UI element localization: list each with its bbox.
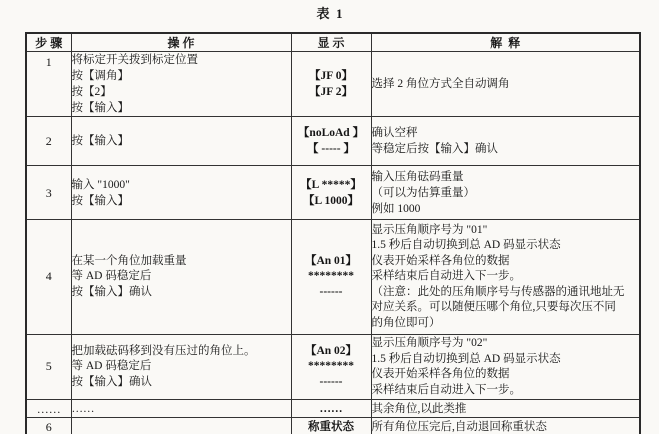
explanation-line: 的角位即可） xyxy=(371,316,441,329)
operation-cell xyxy=(71,220,291,335)
display-line: 【JF 2】 xyxy=(309,86,353,98)
display-cell xyxy=(291,335,371,400)
explanation-line: 等稳定后按【输入】确认 xyxy=(371,143,498,155)
explanation-line: 其余角位,以此类推 xyxy=(371,402,467,415)
explanation-cell xyxy=(371,52,640,117)
operation-line: 按【输入】确认 xyxy=(71,375,152,388)
explanation-cell xyxy=(371,335,640,400)
table-row-step-2 xyxy=(26,117,640,166)
display-line: 【An 01】 xyxy=(304,254,358,267)
col-header-operation: 操 作 xyxy=(71,33,291,52)
explanation-line: 1.5 秒后自动切换到总 AD 码显示状态 xyxy=(371,239,561,252)
display-cell xyxy=(291,166,371,220)
operation-line: 按【输入】 xyxy=(71,102,129,114)
explanation-cell xyxy=(371,400,640,418)
operation-line: 输入 "1000" xyxy=(71,178,130,191)
operation-line: 按【输入】 xyxy=(71,194,129,207)
table-title: 表 1 xyxy=(316,6,343,21)
operation-cell xyxy=(71,400,291,418)
step-number: 3 xyxy=(45,185,52,200)
operation-line: 按【2】 xyxy=(71,86,112,98)
explanation-line: 对应关系。可以随便压哪个角位,只要每次压不同 xyxy=(371,301,616,314)
explanation-line: 仪表开始采样各角位的数据 xyxy=(371,254,510,267)
explanation-line: 1.5 秒后自动切换到总 AD 码显示状态 xyxy=(371,352,561,365)
operation-line: 按【输入】 xyxy=(71,135,129,147)
explanation-cell xyxy=(371,220,640,335)
col-header-display: 显 示 xyxy=(291,33,371,52)
table-row-step-3 xyxy=(26,166,640,220)
display-line: …… xyxy=(319,402,343,415)
explanation-line: 所有角位压完后,自动退回称重状态 xyxy=(371,420,547,433)
explanation-line: 输入压角砝码重量 xyxy=(371,170,464,183)
explanation-line: 例如 1000 xyxy=(371,202,421,215)
explanation-line: （可以为估算重量） xyxy=(371,186,475,199)
col-header-explanation: 解 释 xyxy=(371,33,640,52)
step-cell xyxy=(26,52,71,117)
operation-line: 在某一个角位加载重量 xyxy=(71,254,187,267)
table-row-step-5 xyxy=(26,335,640,400)
table-row-step-1 xyxy=(26,52,640,117)
display-cell xyxy=(291,418,371,434)
display-line: 【JF 0】 xyxy=(309,70,353,82)
step-number: 2 xyxy=(45,134,52,148)
table-row-ellipsis xyxy=(26,400,640,418)
explanation-cell xyxy=(371,418,640,434)
explanation-line: 采样结束后自动进入下一步。 xyxy=(371,270,521,283)
display-line: 称重状态 xyxy=(308,420,354,433)
calibration-steps-table xyxy=(25,32,641,434)
header-row xyxy=(26,33,640,52)
display-line: 【 ----- 】 xyxy=(307,143,355,155)
step-cell xyxy=(26,400,71,418)
step-number: 5 xyxy=(45,359,52,374)
operation-line: 把加载砝码移到没有压过的角位上。 xyxy=(71,344,256,357)
operation-cell xyxy=(71,117,291,166)
operation-line: 按【调角】 xyxy=(71,70,129,82)
operation-line: 等 AD 码稳定后 xyxy=(71,360,152,373)
operation-cell xyxy=(71,418,291,434)
table-row-step-6 xyxy=(26,418,640,434)
display-cell xyxy=(291,400,371,418)
display-cell xyxy=(291,220,371,335)
explanation-line: 仪表开始采样各角位的数据 xyxy=(371,368,510,380)
step-number: 1 xyxy=(45,55,52,69)
display-cell xyxy=(291,52,371,117)
step-number: 4 xyxy=(45,269,52,284)
explanation-line: 显示压角顺序号为 "02" xyxy=(371,337,488,349)
explanation-line: 确认空秤 xyxy=(371,127,418,139)
operation-line: …… xyxy=(71,402,95,415)
operation-line: 等 AD 码稳定后 xyxy=(71,270,152,283)
display-line: ******** xyxy=(308,360,354,373)
step-cell xyxy=(26,418,71,434)
operation-line: 将标定开关拨到标定位置 xyxy=(71,54,198,66)
operation-cell xyxy=(71,335,291,400)
step-cell xyxy=(26,220,71,335)
display-line: ------ xyxy=(319,375,343,388)
explanation-line: （注意：此处的压角顺序号与传感器的通讯地址无 xyxy=(371,285,625,298)
table-row-step-4 xyxy=(26,220,640,335)
step-cell xyxy=(26,166,71,220)
display-line: 【L *****】 xyxy=(300,178,362,191)
step-cell xyxy=(26,335,71,400)
operation-cell xyxy=(71,166,291,220)
col-header-step: 步 骤 xyxy=(26,33,71,52)
display-line: ------ xyxy=(319,285,343,298)
explanation-cell xyxy=(371,117,640,166)
display-line: 【L 1000】 xyxy=(303,194,359,207)
display-line: 【An 02】 xyxy=(304,344,358,357)
explanation-cell xyxy=(371,166,640,220)
step-cell xyxy=(26,117,71,166)
explanation-line: 采样结束后自动进入下一步。 xyxy=(371,383,521,396)
step-number: …… xyxy=(36,401,61,416)
step-number: 6 xyxy=(45,419,52,434)
explanation-line: 显示压角顺序号为 "01" xyxy=(371,223,488,236)
display-cell xyxy=(291,117,371,166)
display-line: 【noLoAd 】 xyxy=(297,127,365,139)
explanation-line: 选择 2 角位方式全自动调角 xyxy=(371,78,510,90)
operation-line: 按【输入】确认 xyxy=(71,285,152,298)
display-line: ******** xyxy=(308,270,354,283)
operation-cell xyxy=(71,52,291,117)
